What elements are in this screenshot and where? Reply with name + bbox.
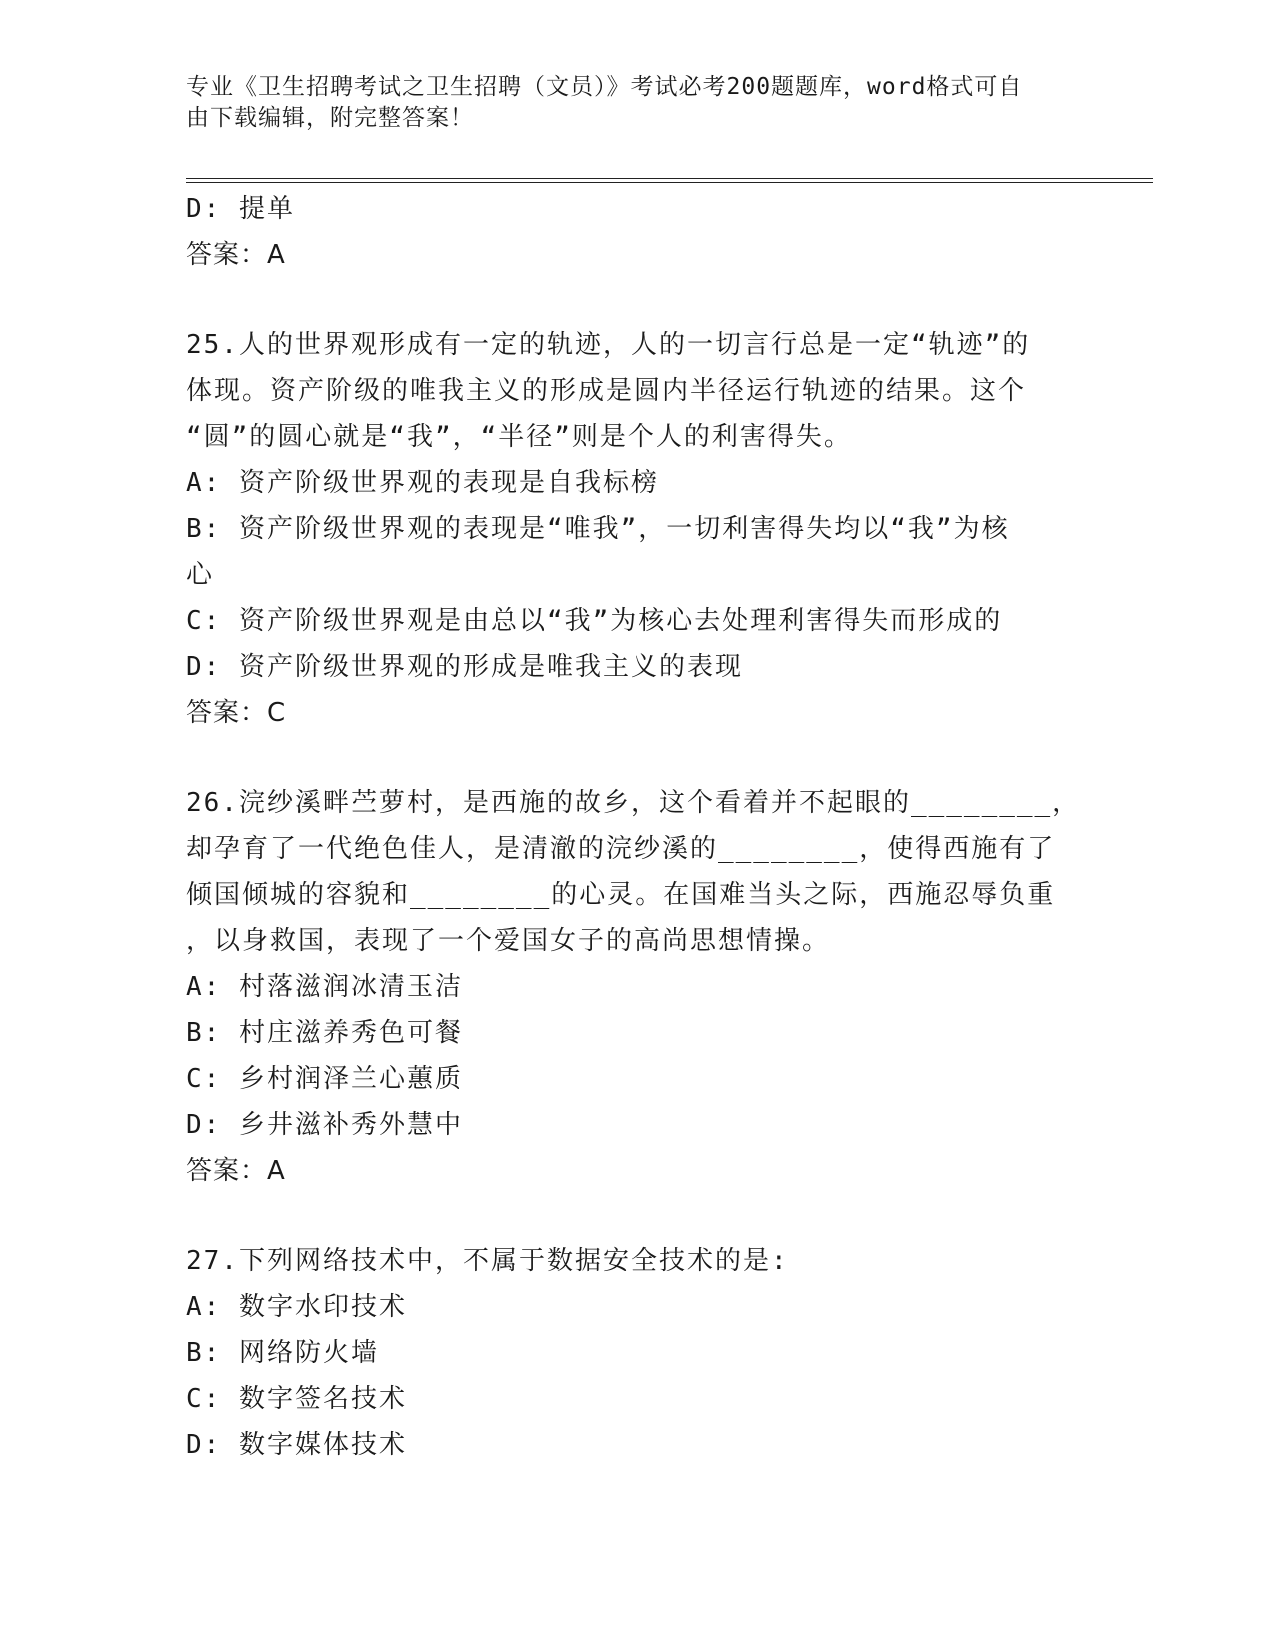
q27-option-a: A: 数字水印技术 [186,1292,407,1322]
q25-option-c: C: 资产阶级世界观是由总以“我”为核心去处理利害得失而形成的 [186,606,1003,636]
q27-stem-line-1: 27.下列网络技术中，不属于数据安全技术的是: [186,1246,789,1276]
header-line-2: 由下载编辑，附完整答案！ [186,105,474,131]
q25-option-d: D: 资产阶级世界观的形成是唯我主义的表现 [186,652,743,682]
spacer [186,278,1086,322]
q25-stem-line-1: 25.人的世界观形成有一定的轨迹，人的一切言行总是一定“轨迹”的 [186,330,1031,360]
q25-stem-line-2: 体现。资产阶级的唯我主义的形成是圆内半径运行轨迹的结果。这个 [186,376,1027,406]
header-divider-top [186,178,1153,179]
q26-stem-line-2: 却孕育了一代绝色佳人，是清澈的浣纱溪的________，使得西施有了 [186,834,1056,864]
q25-option-b-line-2: 心 [186,560,215,590]
document-header [186,72,1086,134]
q26-option-a: A: 村落滋润冰清玉洁 [186,972,463,1002]
q27-option-b: B: 网络防火墙 [186,1338,379,1368]
q25-option-b-line-1: B: 资产阶级世界观的表现是“唯我”，一切利害得失均以“我”为核 [186,514,1010,544]
q27-option-d: D: 数字媒体技术 [186,1430,407,1460]
q26-option-d: D: 乡井滋补秀外慧中 [186,1110,463,1140]
q25-option-a: A: 资产阶级世界观的表现是自我标榜 [186,468,659,498]
q25-stem-line-3: “圆”的圆心就是“我”，“半径”则是个人的利害得失。 [186,422,852,452]
q26-stem-line-1: 26.浣纱溪畔苎萝村，是西施的故乡，这个看着并不起眼的________， [186,788,1081,818]
q27-option-c: C: 数字签名技术 [186,1384,407,1414]
header-line-1: 专业《卫生招聘考试之卫生招聘（文员）》考试必考200题题库，word格式可自 [186,74,1023,100]
document-body [186,186,1086,1468]
spacer [186,1194,1086,1238]
q26-option-b: B: 村庄滋养秀色可餐 [186,1018,463,1048]
q25-answer: 答案：C [186,698,287,728]
q24-option-d: D: 提单 [186,194,295,224]
question-27 [186,1238,1086,1468]
q24-answer: 答案：A [186,240,286,270]
question-24-tail [186,186,1086,278]
q26-stem-line-4: ，以身救国，表现了一个爱国女子的高尚思想情操。 [186,926,831,956]
q26-stem-line-3: 倾国倾城的容貌和________的心灵。在国难当头之际，西施忍辱负重 [186,880,1056,910]
q26-option-c: C: 乡村润泽兰心蕙质 [186,1064,463,1094]
question-25 [186,322,1086,736]
spacer [186,736,1086,780]
question-26 [186,780,1086,1194]
header-divider-bottom [186,182,1153,183]
q26-answer: 答案：A [186,1156,286,1186]
